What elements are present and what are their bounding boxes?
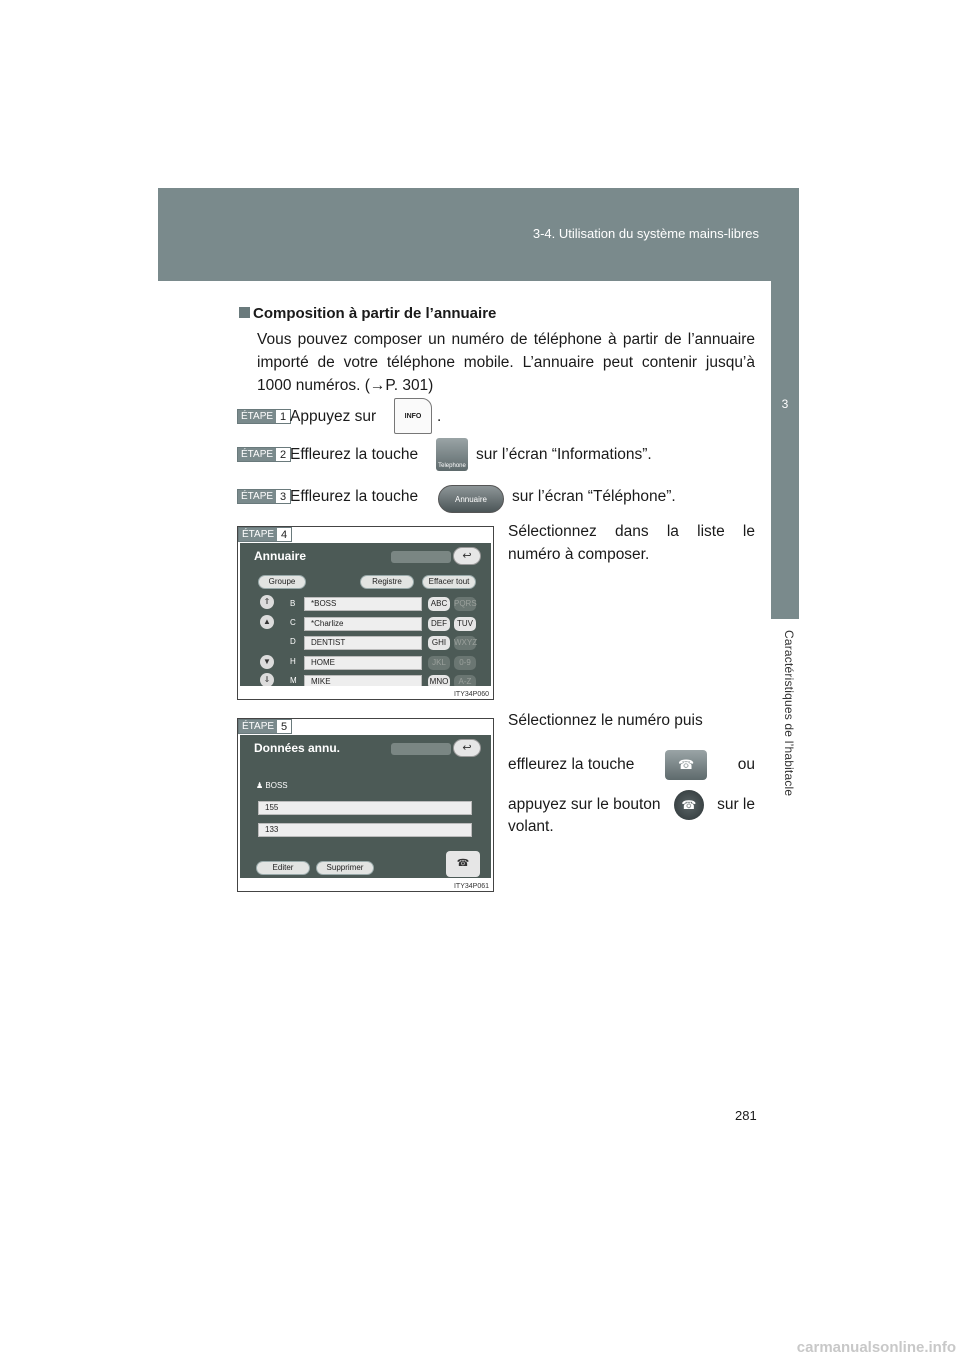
alpha-key: DEF — [428, 617, 450, 631]
alpha-key: ABC — [428, 597, 450, 611]
header-band — [158, 188, 799, 281]
step-5-line-2a: effleurez la touche — [508, 756, 635, 773]
contact-name — [256, 781, 288, 790]
screenshot-annuaire — [237, 526, 494, 700]
contact-entry: *Charlize — [304, 617, 422, 631]
phone-number-text: 155 — [265, 803, 279, 812]
step-4-text: Sélectionnez dans la liste le numéro à composer. — [508, 523, 755, 563]
screenshot-donnees — [237, 718, 494, 892]
info-button-icon: INFO — [394, 398, 432, 434]
scroll-up-icon: ▲ — [260, 615, 274, 629]
contact-name-text: BOSS — [265, 781, 288, 790]
step-5-line-2b: ou — [737, 756, 755, 773]
step-1-text-after: . — [437, 408, 442, 425]
step-label: ÉTAPE — [238, 448, 276, 461]
contact-entry: MIKE — [304, 675, 422, 686]
step-label: ÉTAPE — [239, 528, 277, 541]
display-screen — [240, 735, 491, 878]
alpha-key: MNO — [428, 675, 450, 686]
clear-all-button: Effacer tout — [422, 575, 476, 589]
index-letter: M — [290, 676, 297, 685]
step-number: 3 — [280, 490, 287, 503]
index-letter: D — [290, 637, 296, 646]
alpha-key: GHI — [428, 636, 450, 650]
step-label: ÉTAPE — [238, 490, 276, 503]
step-3-text-after: sur l’écran “Téléphone”. — [512, 488, 676, 505]
header-title: 3-4. Utilisation du système mains-libres — [532, 226, 759, 241]
back-icon: ↩ — [453, 739, 481, 757]
step-number: 5 — [281, 720, 288, 733]
alpha-key: A-Z — [454, 675, 476, 686]
registry-button: Registre — [360, 575, 414, 589]
alpha-key: PQRS — [454, 597, 476, 611]
watermark: carmanualsonline.info — [796, 1339, 956, 1356]
step-5-line-3b: sur le — [717, 796, 755, 813]
phone-touch-key-icon: ☎ — [665, 750, 707, 780]
alpha-key: TUV — [454, 617, 476, 631]
step-5-line-1: Sélectionnez le numéro puis — [508, 712, 703, 729]
display-screen — [240, 543, 491, 686]
step-2-text: Effleurez la touche — [290, 446, 419, 463]
step-badge-2 — [237, 447, 291, 462]
phone-number-text: 133 — [265, 825, 279, 834]
annuaire-key-icon: Annuaire — [438, 485, 504, 513]
step-1-text: Appuyez sur — [290, 408, 377, 425]
screen-title: Données annu. — [254, 741, 341, 755]
figure-caption: ITY34P060 — [453, 691, 489, 698]
scroll-down-icon: ▼ — [260, 655, 274, 669]
contact-entry: DENTIST — [304, 636, 422, 650]
person-icon: ♟ — [256, 781, 266, 790]
page-up-icon: ⇑ — [260, 595, 274, 609]
step-5-line — [508, 818, 755, 836]
page-number: 281 — [735, 1108, 757, 1123]
phone-number-entry — [258, 801, 472, 815]
telephone-key-icon: Telephone — [436, 438, 468, 471]
back-icon: ↩ — [453, 547, 481, 565]
edit-button: Editer — [256, 861, 310, 875]
step-5-line-3a: appuyez sur le bouton — [508, 796, 661, 813]
step-5-line — [508, 790, 755, 820]
status-bar — [391, 551, 451, 563]
screen-title: Annuaire — [254, 549, 307, 563]
step-badge-3 — [237, 489, 291, 504]
steering-phone-button-icon: ☎ — [674, 790, 704, 820]
step-label: ÉTAPE — [238, 410, 276, 423]
step-5-line — [508, 712, 755, 730]
index-letter: B — [290, 599, 296, 608]
step-number: 4 — [281, 528, 288, 541]
step-number: 2 — [280, 448, 287, 461]
contact-entry: *BOSS — [304, 597, 422, 611]
alpha-key: WXYZ — [454, 636, 476, 650]
index-letter: H — [290, 657, 296, 666]
section-title — [239, 305, 496, 322]
chapter-tab — [771, 281, 799, 619]
bullet-square-icon — [239, 307, 250, 318]
alpha-key: 0-9 — [454, 656, 476, 670]
step-badge-5 — [238, 719, 292, 734]
contact-entry: HOME — [304, 656, 422, 670]
step-2-text-after: sur l’écran “Informations”. — [476, 446, 652, 463]
phone-number-entry — [258, 823, 472, 837]
step-3-text: Effleurez la touche — [290, 488, 419, 505]
group-button: Groupe — [258, 575, 306, 589]
index-letter: C — [290, 618, 296, 627]
section-intro: Vous pouvez composer un numéro de téléphone à partir de l’annuaire importé de votre téléphone mobile. L’annuaire peut contenir jusqu’à 1000 numéros. (→P. 301) — [257, 331, 755, 394]
status-bar — [391, 743, 451, 755]
step-5-line-4: volant. — [508, 818, 554, 835]
alpha-key: JKL — [428, 656, 450, 670]
figure-caption: ITY34P061 — [453, 883, 489, 890]
page-down-icon: ⇓ — [260, 673, 274, 686]
step-label: ÉTAPE — [239, 720, 277, 733]
section-title-text: Composition à partir de l’annuaire — [253, 305, 497, 322]
step-badge-4 — [238, 527, 292, 542]
call-key-icon: ☎ — [446, 851, 480, 877]
step-badge-1 — [237, 409, 291, 424]
step-number: 1 — [280, 410, 287, 423]
step-5-line — [508, 750, 755, 780]
delete-button: Supprimer — [316, 861, 374, 875]
chapter-title: Caractéristiques de l’habitacle — [782, 630, 796, 797]
step-5-text — [508, 712, 755, 842]
chapter-number: 3 — [781, 397, 789, 411]
